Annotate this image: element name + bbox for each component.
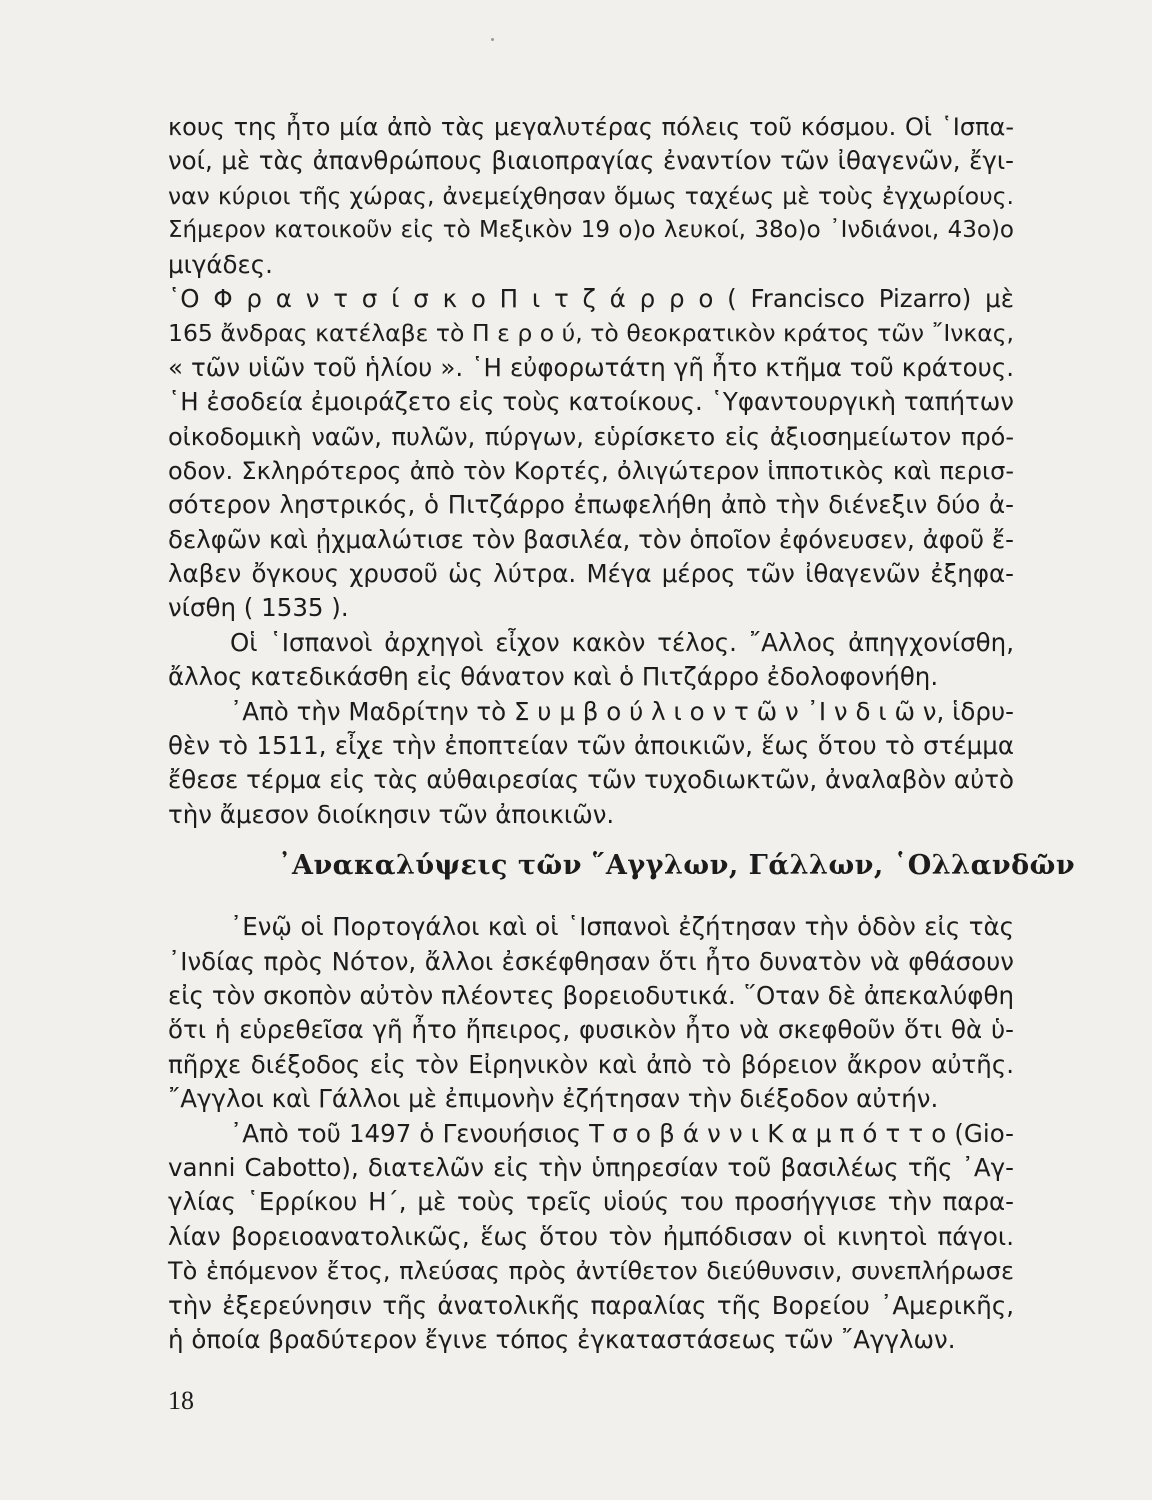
text-line: τὴν ἄμεσον διοίκησιν τῶν ἀποικιῶν.	[168, 799, 615, 829]
text-line: ῾Η ἐσοδεία ἐμοιράζετο εἰς τοὺς κατοίκους. ῾Υφαντουργικὴ ταπήτων	[168, 387, 1014, 417]
text-line: νίσθη ( 1535 ).	[168, 593, 349, 623]
text-line: δελφῶν καὶ ᾐχμαλώτισε τὸν βασιλέα, τὸν ὁποῖον ἐφόνευσεν, ἀφοῦ ἔ-	[168, 524, 1014, 554]
section-heading-wrap	[168, 832, 1076, 910]
text-line: Τὸ ἑπόμενον ἔτος, πλεύσας πρὸς ἀντίθετον διεύθυνσιν, συνεπλήρωσε	[168, 1257, 1014, 1286]
text-line: Οἱ ῾Ισπανοὶ ἀρχηγοὶ εἶχον κακὸν τέλος. ῎Αλλος ἀπηγχονίσθη,	[230, 627, 1014, 657]
text-line: πῆρχε διέξοδος εἰς τὸν Εἰρηνικὸν καὶ ἀπὸ τὸ βόρειον ἄκρον αὐτῆς.	[168, 1049, 1014, 1079]
text-line: ᾽Απὸ τοῦ 1497 ὁ Γενουήσιος Τ σ ο β ά ν ν ι Κ α μ π ό τ τ ο (Gio-	[230, 1118, 1014, 1148]
text-line: λίαν βορειοανατολικῶς, ἕως ὅτου τὸν ἠμπόδισαν οἱ κινητοὶ πάγοι.	[168, 1221, 1014, 1251]
text-line: εἰς τὸν σκοπὸν αὐτὸν πλέοντες βορειοδυτικά. ῞Οταν δὲ ἀπεκαλύφθη	[168, 980, 1014, 1010]
text-line: 165 ἄνδρας κατέλαβε τὸ Π ε ρ ο ύ, τὸ θεοκρατικὸν κράτος τῶν ῎Ινκας,	[168, 319, 1014, 348]
text-line: ᾽Ινδίας πρὸς Νότον, ἄλλοι ἐσκέφθησαν ὅτι ἦτο δυνατὸν νὰ φθάσουν	[168, 946, 1014, 976]
page-number: 18	[168, 1386, 194, 1415]
text-line: οἰκοδομικὴ ναῶν, πυλῶν, πύργων, εὑρίσκετο εἰς ἀξιοσημείωτον πρό-	[168, 422, 1014, 451]
paragraph-mexico	[168, 110, 1014, 282]
text-line: θὲν τὸ 1511, εἶχε τὴν ἐποπτείαν τῶν ἀποικιῶν, ἕως ὅτου τὸ στέμμα	[168, 731, 1014, 761]
paragraph-cabotto	[168, 1117, 1014, 1358]
text-line: ᾽Ενῷ οἱ Πορτογάλοι καὶ οἱ ῾Ισπανοὶ ἐζήτησαν τὴν ὁδὸν εἰς τὰς	[230, 912, 1014, 942]
paragraph-pizarro	[168, 282, 1014, 626]
section-heading: ᾽Ανακαλύψεις τῶν ῞Αγγλων, Γάλλων, ῾Ολλανδῶν	[278, 850, 1076, 882]
text-line: ἄλλος κατεδικάσθη εἰς θάνατον καὶ ὁ Πιτζάρρο ἐδολοφονήθη.	[168, 662, 939, 692]
paragraph-northwest-passage	[168, 910, 1014, 1116]
text-line: vanni Cabotto), διατελῶν εἰς τὴν ὑπηρεσίαν τοῦ βασιλέως τῆς ᾽Αγ-	[168, 1152, 1014, 1182]
text-line: ναν κύριοι τῆς χώρας, ἀνεμείχθησαν ὅμως ταχέως μὲ τοὺς ἐγχωρίους.	[168, 181, 1014, 210]
text-line: τὴν ἐξερεύνησιν τῆς ἀνατολικῆς παραλίας τῆς Βορείου ᾽Αμερικῆς,	[168, 1290, 1014, 1320]
text-line: μιγάδες.	[168, 249, 273, 279]
body-text	[168, 110, 1076, 1357]
paragraph-council-indies	[168, 695, 1014, 833]
text-line: ᾽Απὸ τὴν Μαδρίτην τὸ Σ υ μ β ο ύ λ ι ο ν τ ῶ ν ᾽Ι ν δ ι ῶ ν, ἱδρυ-	[230, 696, 1014, 726]
text-line: ἔθεσε τέρμα εἰς τὰς αὐθαιρεσίας τῶν τυχοδιωκτῶν, ἀναλαβὸν αὐτὸ	[168, 765, 1014, 795]
text-line: ἡ ὁποία βραδύτερον ἔγινε τόπος ἐγκαταστάσεως τῶν ῎Αγγλων.	[168, 1324, 956, 1354]
text-line: κους της ἦτο μία ἀπὸ τὰς μεγαλυτέρας πόλεις τοῦ κόσμου. Οἱ ῾Ισπα-	[168, 113, 1014, 141]
text-line: « τῶν υἱῶν τοῦ ἡλίου ». ῾Η εὐφορωτάτη γῆ ἦτο κτῆμα τοῦ κράτους.	[168, 352, 1014, 382]
text-line: ῾Ο Φ ρ α ν τ σ ί σ κ ο Π ι τ ζ ά ρ ρ ο ( Francisco Pizarro) μὲ	[168, 283, 1014, 313]
text-line: ὅτι ἡ εὑρεθεῖσα γῆ ἦτο ἤπειρος, φυσικὸν ἦτο νὰ σκεφθοῦν ὅτι θὰ ὑ-	[168, 1015, 1014, 1045]
text-line: νοί, μὲ τὰς ἀπανθρώπους βιαιοπραγίας ἐναντίον τῶν ἰθαγενῶν, ἔγι-	[168, 146, 1014, 176]
text-line: οδον. Σκληρότερος ἀπὸ τὸν Κορτές, ὀλιγώτερον ἱπποτικὸς καὶ περισ-	[168, 456, 1014, 485]
text-line: ῎Αγγλοι καὶ Γάλλοι μὲ ἐπιμονὴν ἐζήτησαν τὴν διέξοδον αὐτήν.	[168, 1084, 939, 1114]
print-speck	[491, 38, 494, 41]
paragraph-spanish-leaders	[168, 626, 1014, 695]
text-line: γλίας ῾Ερρίκου Η΄, μὲ τοὺς τρεῖς υἱούς του προσήγγισε τὴν παρα-	[168, 1187, 1014, 1217]
text-line: λαβεν ὄγκους χρυσοῦ ὡς λύτρα. Μέγα μέρος τῶν ἰθαγενῶν ἐξηφα-	[168, 559, 1014, 589]
text-line: Σήμερον κατοικοῦν εἰς τὸ Μεξικὸν 19 ο)ο λευκοί, 38ο)ο ᾽Ινδιάνοι, 43ο)ο	[168, 217, 1014, 244]
text-line: σότερον ληστρικός, ὁ Πιτζάρρο ἐπωφελήθη ἀπὸ τὴν διένεξιν δύο ἀ-	[168, 490, 1014, 520]
